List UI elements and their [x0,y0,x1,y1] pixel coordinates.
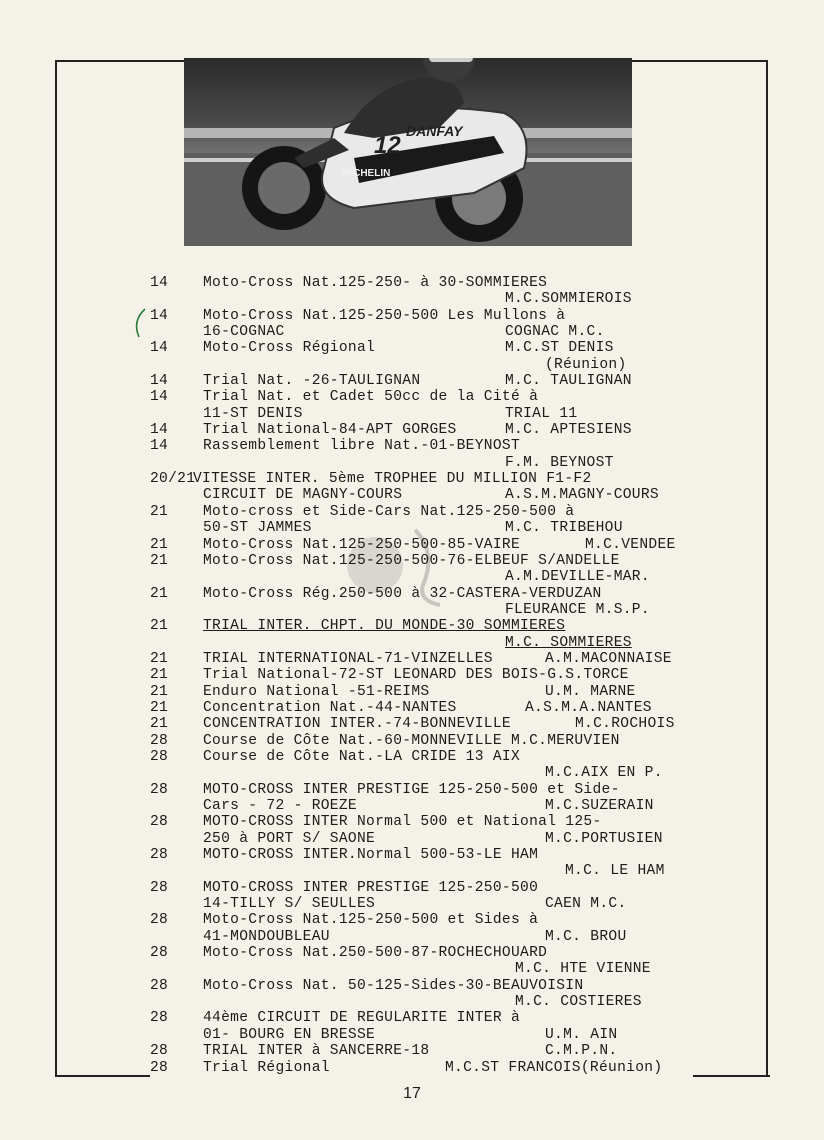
entry-organizer: M.C. APTESIENS [505,422,632,439]
entry-date: 14 [150,389,169,406]
calendar-entry [150,749,710,765]
entry-event: 14-TILLY S/ SEULLES [203,896,376,913]
entry-organizer: A.M.DEVILLE-MAR. [505,569,650,586]
entry-date: 21 [150,503,169,520]
calendar-entry [150,847,710,863]
calendar-entry [150,520,710,536]
calendar-entry [150,1060,710,1076]
calendar-entry [150,422,710,438]
calendar-entry [150,782,710,798]
entry-organizer: M.C.ST FRANCOIS(Réunion) [445,1059,663,1076]
calendar-entry [150,357,710,373]
calendar-entry [150,765,710,781]
entry-date: 28 [150,879,169,896]
entry-date: 28 [150,1059,169,1076]
entry-organizer: M.C.SOMMIEROIS [505,291,632,308]
entry-event: Moto-Cross Nat.125-250-500 et Sides à [203,912,539,929]
calendar-entry [150,716,710,732]
entry-event: Trial Nat. -26-TAULIGNAN [203,373,421,390]
entry-event: Moto-Cross Régional [203,340,376,357]
calendar-entry [150,798,710,814]
entry-event: MOTO-CROSS INTER PRESTIGE 125-250-500 et Side- [203,781,620,798]
entry-event: VITESSE INTER. 5ème TROPHEE DU MILLION F1-F2 [193,471,592,488]
entry-organizer: FLEURANCE M.S.P. [505,601,650,618]
entry-event: Moto-Cross Nat.250-500-87-ROCHECHOUARD [203,945,548,962]
sponsor-danfay: DANFAY [406,123,463,139]
entry-event: MOTO-CROSS INTER PRESTIGE 125-250-500 [203,879,539,896]
motorcycle-photo [184,58,632,246]
entry-event: CONCENTRATION INTER.-74-BONNEVILLE [203,716,511,733]
entry-event: MOTO-CROSS INTER Normal 500 et National 125- [203,814,602,831]
entry-event: Moto-Cross Nat.125-250-500-85-VAIRE [203,536,521,553]
entry-date: 28 [150,1043,169,1060]
calendar-entry [150,994,710,1010]
calendar-entry [150,389,710,405]
entry-event: Moto-Cross Nat.125-250-500 Les Mullons à [203,307,566,324]
entry-organizer: M.C. LE HAM [565,863,665,880]
calendar-entry [150,308,710,324]
entry-event: Trial Nat. et Cadet 50cc de la Cité à [203,389,539,406]
entry-event: TRIAL INTER à SANCERRE-18 [203,1043,430,1060]
calendar-entry [150,537,710,553]
entry-date: 14 [150,422,169,439]
calendar-entry [150,471,710,487]
entry-event: Moto-cross et Side-Cars Nat.125-250-500 à [203,503,575,520]
entry-organizer: M.C.PORTUSIEN [545,830,663,847]
entry-organizer: A.S.M.A.NANTES [525,699,652,716]
entry-event: Rassemblement libre Nat.-01-BEYNOST [203,438,521,455]
calendar-entry [150,487,710,503]
calendar-entry [150,406,710,422]
event-calendar-list [150,275,710,1076]
entry-organizer: COGNAC M.C. [505,324,605,341]
calendar-entry [150,324,710,340]
calendar-entry [150,635,710,651]
calendar-entry [150,618,710,634]
calendar-entry [150,1010,710,1026]
entry-event: Cars - 72 - ROEZE [203,798,357,814]
entry-event: TRIAL INTERNATIONAL-71-VINZELLES [203,650,493,667]
entry-organizer: M.C. TRIBEHOU [505,520,623,537]
entry-organizer: M.C.ROCHOIS [575,716,675,733]
calendar-entry [150,880,710,896]
calendar-entry [150,1043,710,1059]
sponsor-michelin: MICHELIN [342,168,391,179]
entry-event: Moto-Cross Nat. 50-125-Sides-30-BEAUVOISIN [203,977,584,994]
entry-organizer: M.C. TAULIGNAN [505,373,632,390]
entry-date: 28 [150,1010,169,1027]
entry-date: 14 [150,307,169,324]
entry-organizer: U.M. AIN [545,1026,618,1043]
entry-event: 250 à PORT S/ SAONE [203,830,376,847]
calendar-entry [150,569,710,585]
entry-date: 21 [150,536,169,553]
entry-organizer: M.C. HTE VIENNE [515,961,651,978]
calendar-entry [150,438,710,454]
calendar-entry [150,504,710,520]
calendar-entry [150,291,710,307]
calendar-entry [150,700,710,716]
entry-date: 14 [150,275,169,291]
entry-organizer: CAEN M.C. [545,896,627,913]
entry-event: 11-ST DENIS [203,405,303,422]
entry-date: 28 [150,912,169,929]
entry-organizer: U.M. MARNE [545,683,636,700]
entry-date: 28 [150,977,169,994]
entry-event: Course de Côte Nat.-LA CRIDE 13 AIX [203,748,521,765]
entry-organizer: M.C. SOMMIERES [505,634,632,651]
calendar-entry [150,945,710,961]
entry-date: 21 [150,699,169,716]
entry-organizer: M.C.AIX EN P. [545,765,663,782]
calendar-entry [150,733,710,749]
entry-date: 21 [150,585,169,602]
calendar-entry [150,978,710,994]
calendar-entry [150,340,710,356]
calendar-entry [150,929,710,945]
calendar-entry [150,602,710,618]
entry-date: 21 [150,683,169,700]
entry-event: Trial National-72-ST LEONARD DES BOIS-G.S.TORCE [203,667,629,684]
entry-organizer: A.M.MACONNAISE [545,650,672,667]
entry-organizer: M.C.ST DENIS [505,340,614,357]
entry-organizer: A.S.M.MAGNY-COURS [505,487,659,504]
entry-date: 21 [150,552,169,569]
calendar-entry [150,651,710,667]
bottom-rule-left [55,1075,150,1077]
bike-number: 12 [374,132,401,159]
calendar-entry [150,667,710,683]
entry-event: Trial National-84-APT GORGES [203,422,457,439]
calendar-entry [150,553,710,569]
calendar-entry [150,586,710,602]
entry-organizer: TRIAL 11 [505,405,578,422]
entry-date: 28 [150,847,169,864]
entry-date: 21 [150,650,169,667]
entry-event: MOTO-CROSS INTER.Normal 500-53-LE HAM [203,847,539,864]
entry-event: CIRCUIT DE MAGNY-COURS [203,487,403,504]
entry-organizer: C.M.P.N. [545,1043,618,1060]
entry-event: TRIAL INTER. CHPT. DU MONDE-30 SOMMIERES [203,618,566,635]
entry-event: Enduro National -51-REIMS [203,683,430,700]
entry-event: 50-ST JAMMES [203,520,312,537]
entry-organizer: M.C. COSTIERES [515,994,642,1011]
entry-organizer: M.C.SUZERAIN [545,798,654,814]
calendar-entry [150,896,710,912]
calendar-entry [150,275,710,291]
entry-event: Trial Régional [203,1059,330,1076]
entry-date: 14 [150,340,169,357]
calendar-entry [150,814,710,830]
entry-date: 21 [150,618,169,635]
calendar-entry [150,1027,710,1043]
entry-date: 28 [150,814,169,831]
entry-date: 28 [150,945,169,962]
entry-event: 44ème CIRCUIT DE REGULARITE INTER à [203,1010,521,1027]
calendar-entry [150,961,710,977]
entry-event: Moto-Cross Rég.250-500 à 32-CASTERA-VERDUZAN [203,585,602,602]
entry-event: Moto-Cross Nat.125-250- à 30-SOMMIERES [203,275,548,291]
calendar-entry [150,373,710,389]
entry-date: 21 [150,667,169,684]
entry-event: Course de Côte Nat.-60-MONNEVILLE M.C.MERUVIEN [203,732,620,749]
entry-organizer: F.M. BEYNOST [505,454,614,471]
entry-event: Moto-Cross Nat.125-250-500-76-ELBEUF S/ANDELLE [203,552,620,569]
entry-date: 20/21 [150,471,196,488]
calendar-entry [150,831,710,847]
entry-date: 28 [150,748,169,765]
entry-event: 01- BOURG EN BRESSE [203,1026,376,1043]
page-number: 17 [403,1085,421,1102]
entry-organizer: M.C. BROU [545,928,627,945]
calendar-entry [150,684,710,700]
entry-event: 16-COGNAC [203,324,285,341]
calendar-entry [150,912,710,928]
entry-event: 41-MONDOUBLEAU [203,928,330,945]
calendar-entry [150,863,710,879]
entry-event: Concentration Nat.-44-NANTES [203,699,457,716]
entry-date: 28 [150,781,169,798]
entry-date: 28 [150,732,169,749]
pen-mark [130,307,150,346]
entry-date: 14 [150,373,169,390]
entry-date: 21 [150,716,169,733]
entry-organizer: M.C.VENDEE [585,536,676,553]
entry-organizer: (Réunion) [545,356,627,373]
entry-date: 14 [150,438,169,455]
calendar-entry [150,455,710,471]
